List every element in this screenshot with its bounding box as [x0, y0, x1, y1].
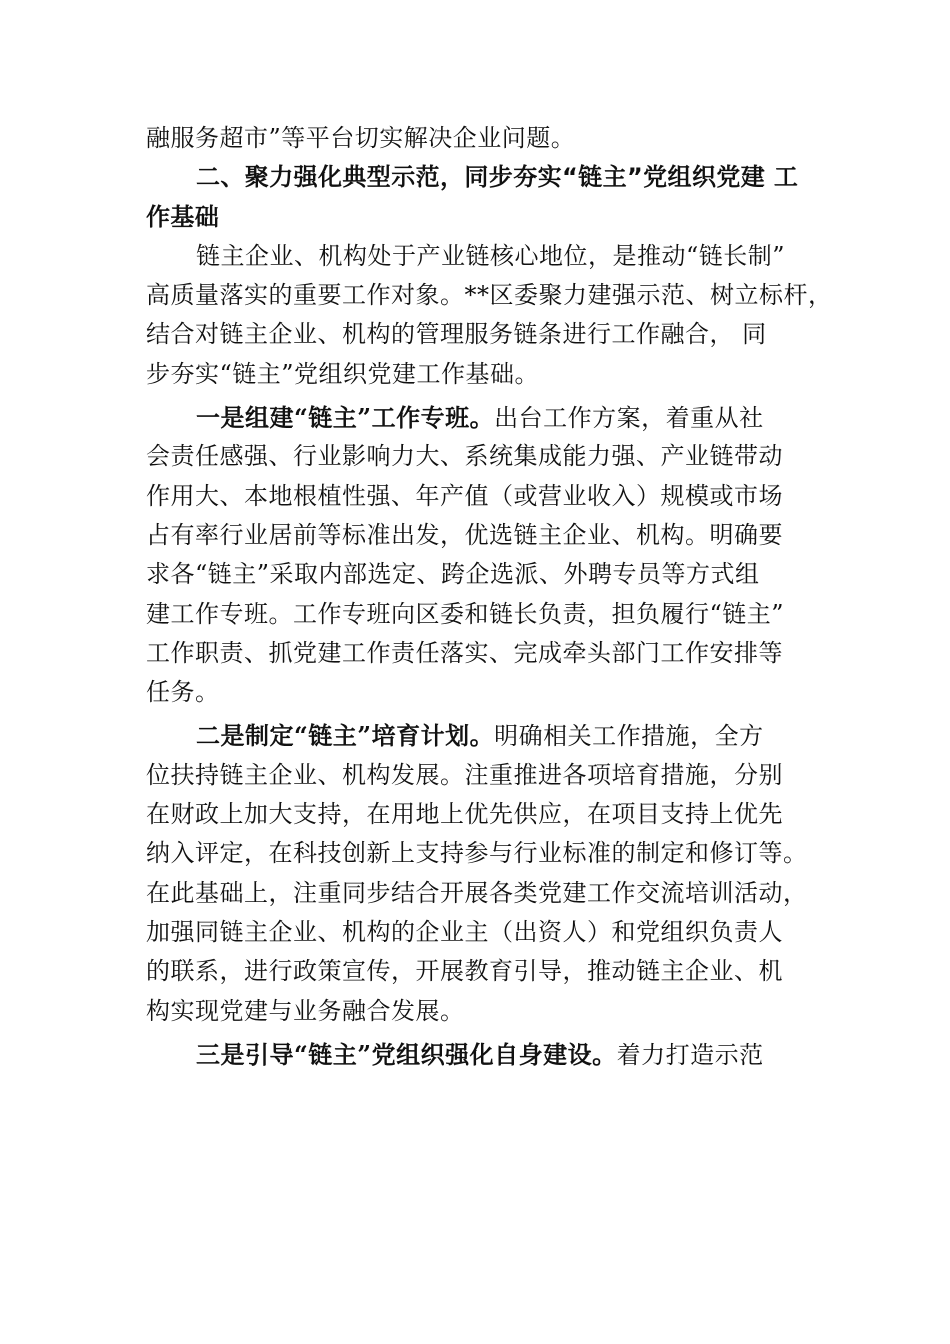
item-lead-bold: 二是制定“链主”培育计划。	[196, 721, 495, 751]
paragraph-line: 会责任感强、行业影响力大、系统集成能力强、产业链带动	[146, 442, 783, 471]
item-lead-bold: 三是引导“链主”党组织强化自身建设。	[196, 1039, 617, 1069]
paragraph-intro	[146, 237, 833, 394]
paragraph-line: 步夯实“链主”党组织党建工作基础。	[146, 359, 540, 388]
paragraph-item-2	[146, 716, 808, 1030]
item-first-rest: 着力打造示范	[616, 1040, 764, 1069]
paragraph-line: 在财政上加大支持，在用地上优先供应，在项目支持上优先	[146, 800, 783, 829]
paragraph-line: 在此基础上，注重同步结合开展各类党建工作交流培训活动，	[146, 878, 808, 907]
paragraph-first-line	[146, 398, 808, 437]
intro-line: 融服务超市”等平台切实解决企业问题。	[146, 124, 576, 152]
paragraph-line: 加强同链主企业、机构的企业主（出资人）和党组织负责人	[146, 917, 783, 946]
paragraph-line: 链主企业、机构处于产业链核心地位，是推动“链长制”	[196, 241, 786, 270]
paragraph-line: 工作职责、抓党建工作责任落实、完成牵头部门工作安排等	[146, 638, 783, 667]
paragraph-line: 作用大、本地根植性强、年产值（或营业收入）规模或市场	[146, 481, 783, 510]
paragraph-line: 位扶持链主企业、机构发展。注重推进各项培育措施，分别	[146, 760, 783, 789]
paragraph-line: 占有率行业居前等标准出发，优选链主企业、机构。明确要	[146, 520, 783, 549]
paragraph-line: 纳入评定，在科技创新上支持参与行业标准的制定和修订等。	[146, 839, 808, 868]
item-first-rest: 出台工作方案，着重从社	[494, 404, 764, 433]
section-heading	[146, 158, 808, 237]
section-heading-line-1: 二、聚力强化典型示范，同步夯实“链主”党组织党建 工	[196, 163, 799, 192]
document-page	[146, 119, 833, 1074]
paragraph-line: 高质量落实的重要工作对象。**区委聚力建强示范、树立标杆，	[146, 281, 833, 310]
paragraph-first-line	[146, 716, 808, 755]
paragraph-line: 建工作专班。工作专班向区委和链长负责，担负履行“链主”	[146, 599, 785, 628]
paragraph-item-1	[146, 398, 808, 712]
paragraph-item-3	[146, 1035, 808, 1074]
paragraph-line: 结合对链主企业、机构的管理服务链条进行工作融合， 同	[146, 320, 767, 349]
section-heading-line-2: 作基础	[146, 202, 220, 231]
paragraph-line: 求各“链主”采取内部选定、跨企选派、外聘专员等方式组	[146, 560, 760, 589]
item-first-rest: 明确相关工作措施，全方	[494, 722, 764, 751]
item-lead-bold: 一是组建“链主”工作专班。	[196, 403, 495, 433]
paragraph-line: 的联系，进行政策宣传，开展教育引导，推动链主企业、机	[146, 957, 783, 986]
paragraph-line: 构实现党建与业务融合发展。	[146, 996, 465, 1025]
paragraph-first-line	[146, 1035, 808, 1074]
paragraph-line: 任务。	[146, 678, 220, 707]
